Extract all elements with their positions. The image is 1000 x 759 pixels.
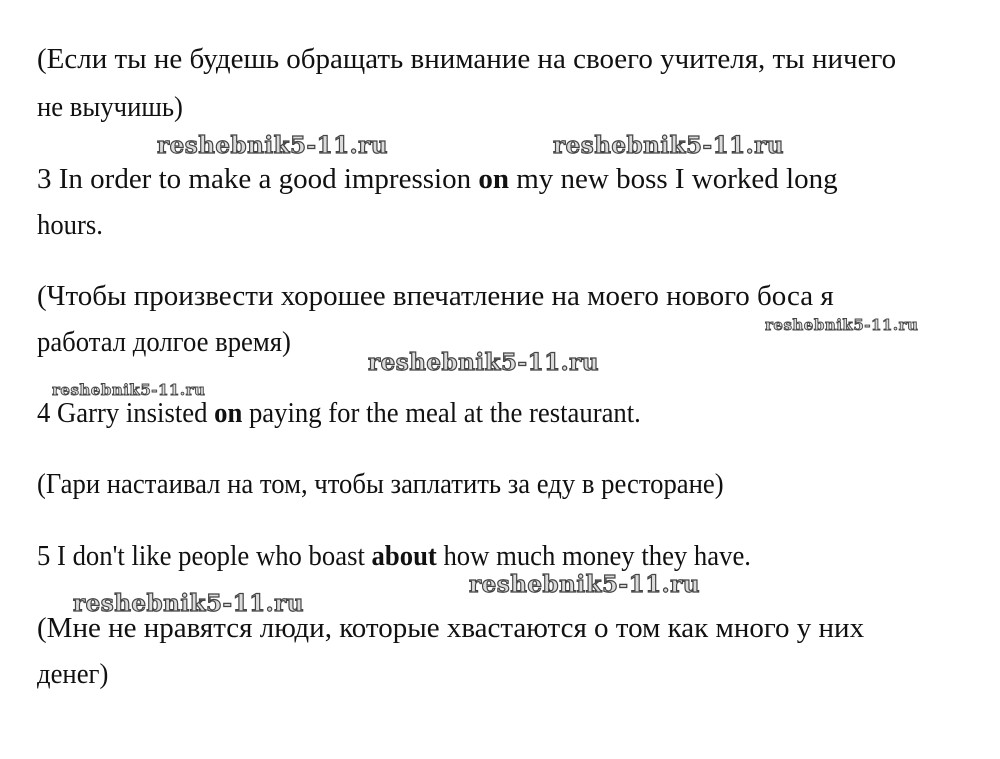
sentence-text: my new boss I worked long — [516, 163, 838, 195]
watermark: reshebnik5-11.ru — [469, 571, 700, 598]
sentence-text: 4 Garry insisted — [37, 397, 208, 429]
watermark: reshebnik5-11.ru — [368, 349, 599, 376]
answer-word: on — [478, 163, 509, 195]
translation-3-line-1 — [37, 279, 947, 313]
translation-4 — [37, 467, 874, 501]
watermark: reshebnik5-11.ru — [73, 590, 304, 617]
watermark: reshebnik5-11.ru — [52, 381, 206, 399]
translation-2-line-2 — [37, 90, 874, 124]
watermark: reshebnik5-11.ru — [765, 316, 919, 334]
text: (Гари настаивал на том, чтобы заплатить за еду в ресторане) — [37, 468, 724, 500]
sentence-text: 3 In order to make a good impression — [37, 163, 472, 195]
watermark: reshebnik5-11.ru — [157, 132, 388, 159]
answer-word: about — [371, 540, 437, 572]
text: (Если ты не будешь обращать внимание на своего учителя, ты ничего — [37, 43, 897, 75]
translation-2-line-1 — [37, 42, 947, 76]
text: денег) — [37, 658, 109, 690]
answer-word: on — [214, 397, 243, 429]
translation-5-line-2 — [37, 657, 874, 691]
sentence-3-line-2 — [37, 208, 874, 242]
sentence-text: 5 I don't like people who boast — [37, 540, 365, 572]
watermark: reshebnik5-11.ru — [553, 132, 784, 159]
text: (Мне не нравятся люди, которые хвастаются о том как много у них — [37, 612, 865, 644]
sentence-text: paying for the meal at the restaurant. — [248, 397, 641, 429]
sentence-text: how much money they have. — [443, 540, 751, 572]
text: работал долгое время) — [37, 326, 291, 358]
text: не выучишь) — [37, 91, 183, 123]
sentence-text: hours. — [37, 209, 103, 241]
sentence-4 — [37, 396, 874, 430]
sentence-5 — [37, 539, 874, 573]
text: (Чтобы произвести хорошее впечатление на моего нового боса я — [37, 280, 834, 312]
sentence-3-line-1 — [37, 162, 947, 196]
translation-5-line-1 — [37, 611, 947, 645]
